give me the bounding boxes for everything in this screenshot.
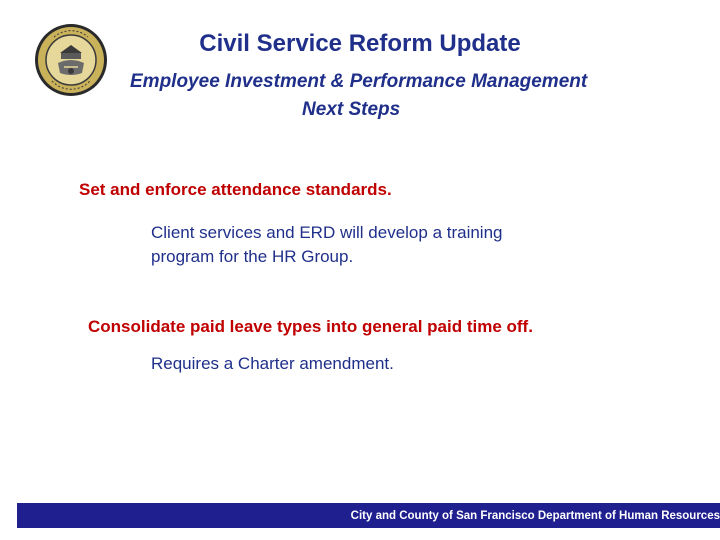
- item-heading-attendance: Set and enforce attendance standards.: [79, 180, 392, 199]
- detail-line: program for the HR Group.: [151, 247, 354, 266]
- page-title: Civil Service Reform Update: [199, 30, 521, 57]
- item-detail-attendance: [151, 221, 503, 269]
- item-detail-paid-leave: [151, 352, 394, 376]
- subtitle-line-2: Next Steps: [302, 99, 401, 120]
- item-heading-paid-leave: Consolidate paid leave types into general paid time off.: [88, 317, 533, 336]
- footer-bar: [17, 503, 720, 528]
- subtitle-line-1: Employee Investment & Performance Management: [130, 71, 588, 92]
- footer-text: City and County of San Francisco Department of Human Resources: [350, 510, 720, 522]
- detail-line: Requires a Charter amendment.: [151, 354, 394, 373]
- detail-line: Client services and ERD will develop a training: [151, 223, 503, 242]
- page-subtitle: [130, 68, 690, 124]
